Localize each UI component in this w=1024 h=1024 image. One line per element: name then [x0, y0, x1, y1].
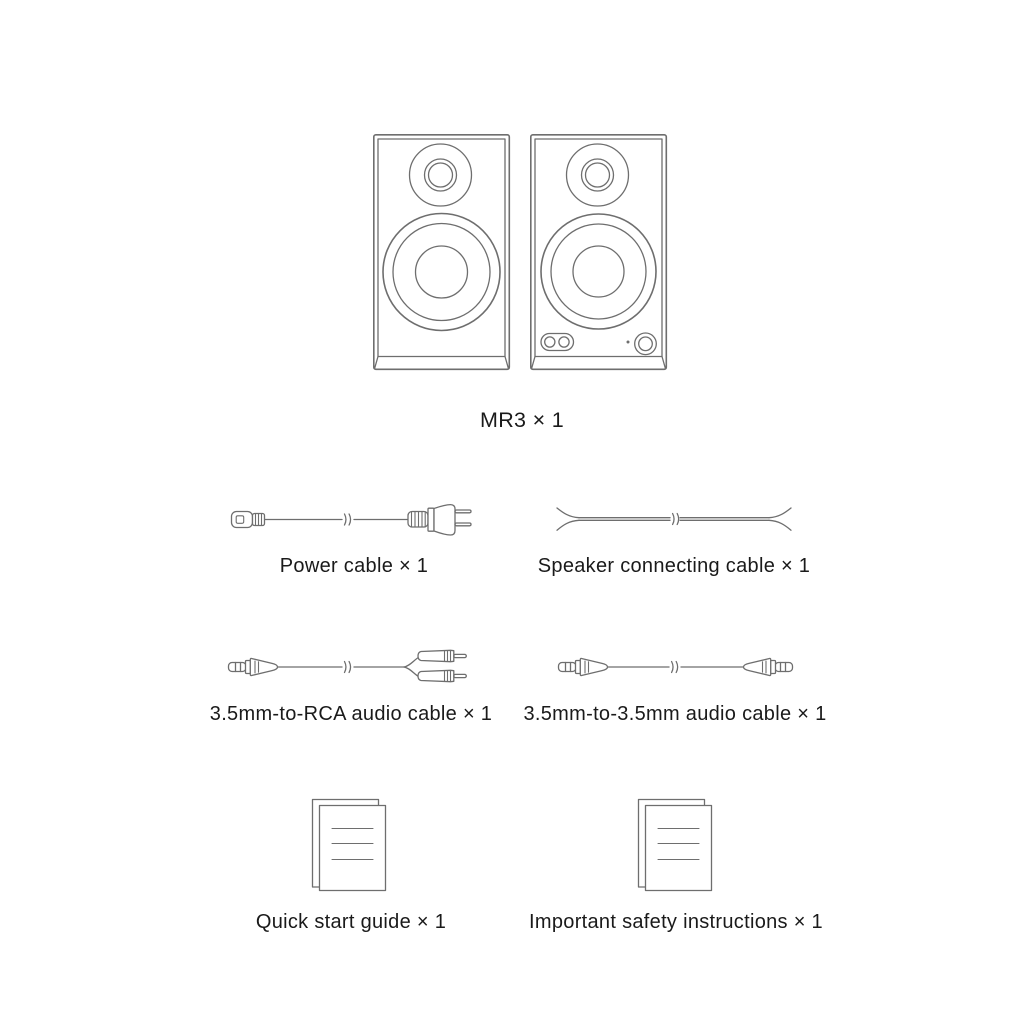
tweeter [410, 144, 472, 206]
quick-start-guide-label: Quick start guide × 1 [255, 911, 447, 933]
tweeter [567, 144, 629, 206]
quick-start-guide-illustration [313, 800, 386, 891]
rca-audio-cable-label: 3.5mm-to-RCA audio cable × 1 [209, 703, 493, 725]
woofer [383, 214, 500, 331]
left-speaker [374, 135, 510, 369]
speakers-illustration [374, 135, 667, 369]
two-prong-plug [408, 505, 471, 535]
jack-3-5mm-left [559, 658, 608, 675]
aux-audio-cable-illustration [559, 658, 793, 675]
rca-connector-top [418, 650, 466, 661]
power-cable-illustration [232, 505, 472, 535]
woofer [541, 214, 656, 329]
rca-connector-bottom [418, 670, 466, 681]
aux-audio-cable-label: 3.5mm-to-3.5mm audio cable × 1 [523, 703, 827, 725]
rca-audio-cable-illustration [229, 650, 467, 681]
product-label: MR3 × 1 [480, 408, 564, 432]
led-indicator [627, 341, 630, 344]
jack-3-5mm [229, 658, 278, 675]
c7-connector [232, 512, 265, 528]
power-cable-label: Power cable × 1 [279, 555, 429, 577]
jack-3-5mm-right [744, 658, 793, 675]
speaker-connecting-cable-label: Speaker connecting cable × 1 [537, 555, 811, 577]
input-jacks [541, 334, 574, 351]
right-speaker [531, 135, 667, 369]
safety-instructions-illustration [639, 800, 712, 891]
speaker-connecting-cable-illustration [557, 508, 791, 530]
safety-instructions-label: Important safety instructions × 1 [529, 911, 823, 933]
volume-knob [635, 333, 657, 355]
